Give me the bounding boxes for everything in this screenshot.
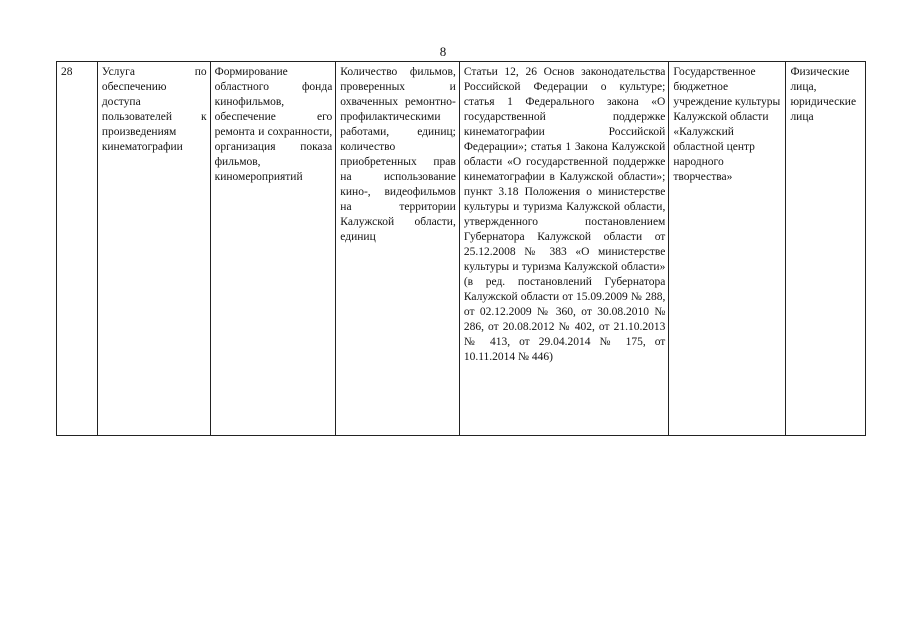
indicators-cell: Количество фильмов, проверенных и охваченных ремонтно-профилактическими работами, единиц; количество приобретенных прав на использование кино-, видеофильмов на территории Калужской области, единиц	[336, 62, 460, 436]
page-number: 8	[439, 44, 447, 59]
table-row	[57, 62, 866, 436]
services-table	[56, 61, 866, 436]
service-content-cell: Формирование областного фонда кинофильмов, обеспечение его ремонта и сохранности, организация показа фильмов, киномероприятий	[210, 62, 336, 436]
provider-cell: Государственное бюджетное учреждение культуры Калужской области «Калужский областной центр народного творчества»	[669, 62, 786, 436]
legal-basis-cell: Статьи 12, 26 Основ законодательства Российской Федерации о культуре; статья 1 Федерального закона «О государственной поддержке кинематографии Российской Федерации»; статья 1 Закона Калужской области «О государственной поддержке кинематографии в Калужской области»; пункт 3.18 Положения о министерстве культуры и туризма Калужской области, утвержденного постановлением Губернатора Калужской области от 25.12.2008 № 383 «О министерстве культуры и туризма Калужской области» (в ред. постановлений Губернатора Калужской области от 15.09.2009 № 288, от 02.12.2009 № 360, от 30.08.2010 № 286, от 20.08.2012 № 402, от 21.10.2013 № 413, от 29.04.2014 № 175, от 10.11.2014 № 446)	[459, 62, 669, 436]
row-number-cell: 28	[57, 62, 98, 436]
recipients-cell: Физические лица, юридические лица	[786, 62, 866, 436]
service-name-cell: Услуга по обеспечению доступа пользователей к произведениям кинематографии	[97, 62, 210, 436]
